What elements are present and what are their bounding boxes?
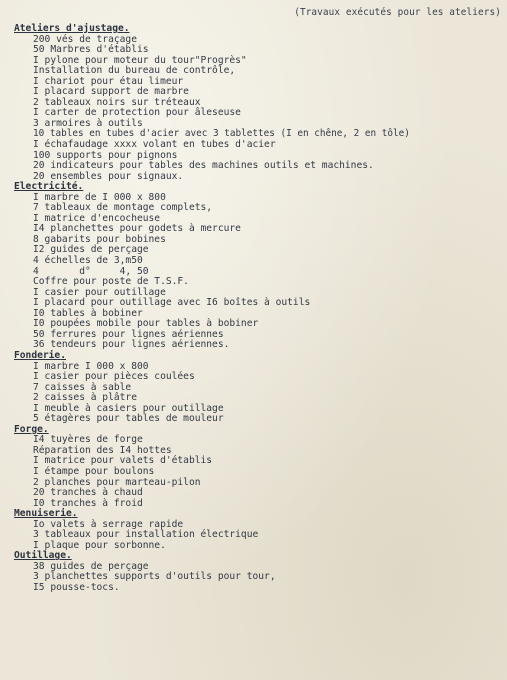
section-title-text: Forge bbox=[14, 423, 43, 435]
list-item: 10 tables en tubes d'acier avec 3 tablettes (I en chêne, 2 en tôle) bbox=[33, 128, 410, 140]
list-item: 3 tableaux pour installation électrique bbox=[33, 529, 259, 541]
list-item: I étampe pour boulons bbox=[33, 465, 155, 477]
list-item: I casier pour pièces coulées bbox=[33, 371, 195, 383]
header-note: (Travaux exécutés pour les ateliers) bbox=[294, 7, 501, 18]
list-item: I pylone pour moteur du tour"Progrès" bbox=[33, 54, 247, 66]
section bbox=[14, 24, 504, 182]
list-item: 4 d° 4, 50 bbox=[33, 265, 149, 277]
list-item: I chariot pour étau limeur bbox=[33, 75, 184, 87]
list-item: I casier pour outillage bbox=[33, 286, 166, 298]
section-title-period: . bbox=[42, 423, 49, 435]
document-body bbox=[14, 24, 504, 594]
list-item: 100 supports pour pignons bbox=[33, 149, 178, 161]
list-item: 8 gabarits pour bobines bbox=[33, 233, 166, 245]
list-item: I placard pour outillage avec I6 boîtes à outils bbox=[33, 297, 311, 309]
list-item: I placard support de marbre bbox=[33, 86, 189, 98]
list-item: Io valets à serrage rapide bbox=[33, 518, 184, 530]
section bbox=[14, 509, 504, 551]
list-item: I échafaudage xxxx volant en tubes d'acier bbox=[33, 139, 276, 151]
section-title bbox=[14, 24, 504, 35]
list-item: I0 tables à bobiner bbox=[33, 307, 143, 319]
list-item: 20 indicateurs pour tables des machines outils et machines. bbox=[33, 160, 374, 172]
section-title-period: . bbox=[123, 23, 130, 34]
list-item: 20 ensembles pour signaux. bbox=[33, 170, 184, 182]
list-item: 200 vés de traçage bbox=[33, 33, 137, 45]
list-item: 7 tableaux de montage complets, bbox=[33, 202, 213, 214]
section bbox=[14, 425, 504, 509]
list-item: 20 tranches à chaud bbox=[33, 487, 143, 499]
list-item: I0 tranches à froid bbox=[33, 497, 143, 509]
list-item: 38 guides de perçage bbox=[33, 560, 149, 572]
list-item: I marbre de I 000 x 800 bbox=[33, 191, 166, 203]
list-item: 2 tableaux noirs sur tréteaux bbox=[33, 96, 201, 108]
section bbox=[14, 351, 504, 425]
list-item: 36 tendeurs pour lignes aériennes. bbox=[33, 339, 230, 351]
section-title-text: Outillage bbox=[14, 550, 66, 562]
list-item: 3 armoires à outils bbox=[33, 117, 143, 129]
section bbox=[14, 182, 504, 351]
list-item: I4 planchettes pour godets à mercure bbox=[33, 223, 241, 235]
list-item: I4 tuyères de forge bbox=[33, 434, 143, 446]
list-item: I5 pousse-tocs. bbox=[33, 581, 120, 593]
list-item: 2 caisses à plâtre bbox=[33, 392, 137, 404]
list-item: 4 échelles de 3,m50 bbox=[33, 255, 143, 267]
list-item: I2 guides de perçage bbox=[33, 244, 149, 256]
list-item: I matrice pour valets d'établis bbox=[33, 455, 213, 467]
list-item: Coffre pour poste de T.S.F. bbox=[33, 276, 189, 288]
list-item: 2 planches pour marteau-pilon bbox=[33, 476, 201, 488]
section-title-text: Electricité bbox=[14, 181, 78, 193]
list-item: 3 planchettes supports d'outils pour tour, bbox=[33, 571, 276, 583]
section-title-period: . bbox=[60, 349, 66, 361]
section-title-text: Menuiserie bbox=[14, 508, 72, 520]
list-item: I plaque pour sorbonne. bbox=[33, 539, 166, 551]
list-item: 50 ferrures pour lignes aériennes bbox=[33, 328, 224, 340]
list-item: I marbre I 000 x 800 bbox=[33, 360, 149, 372]
list-item: I0 poupées mobile pour tables à bobiner bbox=[33, 318, 259, 330]
section-title-text: Fonderie bbox=[14, 349, 61, 361]
section-title-text: Ateliers d'ajustage bbox=[14, 23, 124, 34]
list-item: I meuble à casiers pour outillage bbox=[33, 402, 224, 414]
section-title-period: . bbox=[77, 181, 84, 193]
section bbox=[14, 551, 504, 593]
list-item: I carter de protection pour âleseuse bbox=[33, 107, 241, 119]
list-item: Installation du bureau de contrôle, bbox=[33, 65, 236, 77]
list-item: 7 caisses à sable bbox=[33, 381, 132, 393]
list-item: 50 Marbres d'établis bbox=[33, 44, 149, 56]
section-title bbox=[14, 351, 504, 362]
section-title-period: . bbox=[71, 508, 78, 520]
list-item: 5 étagères pour tables de mouleur bbox=[33, 413, 224, 425]
list-item: I matrice d'encocheuse bbox=[33, 212, 161, 224]
list-item: Réparation des I4 hottes bbox=[33, 444, 172, 456]
section-title-period: . bbox=[65, 550, 72, 562]
